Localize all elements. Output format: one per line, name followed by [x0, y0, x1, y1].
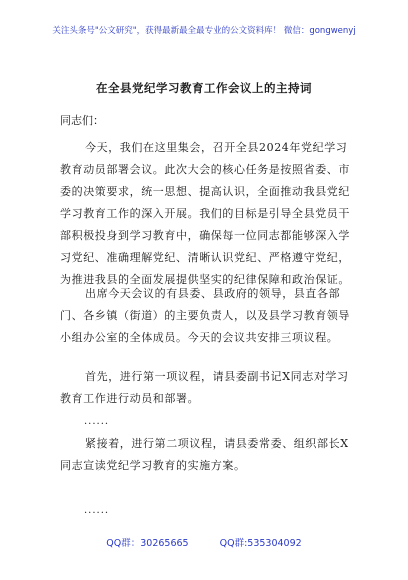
ellipsis: ...... [84, 505, 110, 516]
footer-qq-group-1: QQ群：30265665 [106, 538, 189, 549]
footer-qq-group-2: QQ群:535304092 [219, 538, 302, 549]
ellipsis: ...... [84, 416, 110, 427]
paragraph-opening: 今天，我们在这里集会，召开全县2024年党纪学习教育动员部署会议。此次大会的核心任务是按照省委、市委的决策要求，统一思想、提高认识，全面推动我县党纪学习教育工作的深入开展。我们的目标是引导全县党员干部积极投身到学习教育中，确保每一位同志都能够深入学习党纪、准确理解党纪、清晰认识党纪、严格遵守党纪，为推进我县的全面发展提供坚实的纪律保障和政治保证。 [60, 141, 350, 286]
footer [0, 535, 408, 549]
paragraph-agenda-1: 首先，进行第一项议程，请县委副书记X同志对学习教育工作进行动员和部署。 [60, 370, 349, 405]
header-banner: 关注头条号"公文研究"，获得最新最全最专业的公文资料库！ 微信：gongwenyj [52, 26, 356, 36]
paragraph-agenda-2: 紧接着，进行第二项议程，请县委常委、组织部长X同志宣读党纪学习教育的实施方案。 [60, 437, 349, 472]
paragraph-attendees: 出席今天会议的有县委、县政府的领导，县直各部门、各乡镇（街道）的主要负责人，以及县学习教育领导小组办公室的全体成员。今天的会议共安排三项议程。 [60, 287, 350, 344]
salutation: 同志们： [60, 114, 104, 127]
document-title: 在全县党纪学习教育工作会议上的主持词 [96, 81, 312, 95]
